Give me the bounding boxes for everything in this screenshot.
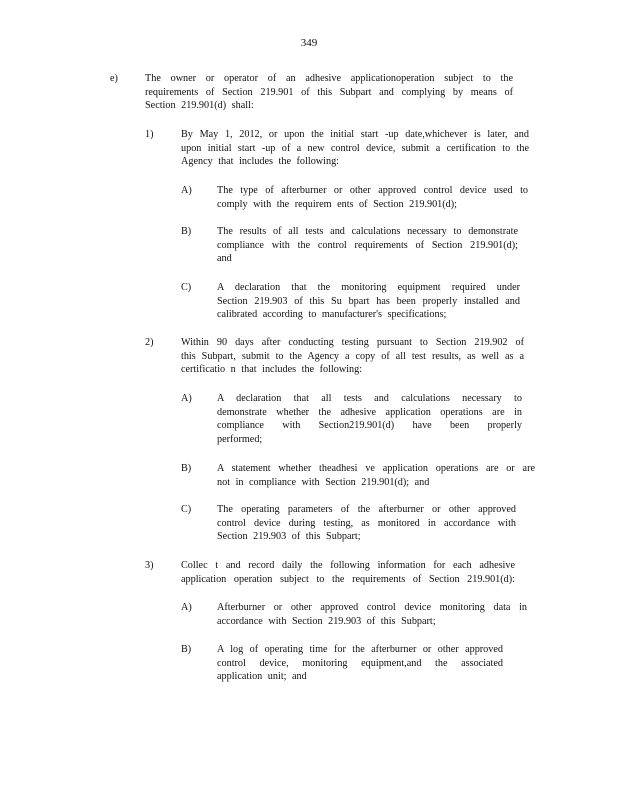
text-line: performed; [217,433,263,445]
text-line: A declaration that the monitoring equipment required under [217,282,520,293]
item-3-a-text [217,601,527,628]
item-2-a-text [217,392,522,446]
text-line: upon initial start -up of a new control device, submit a certification to the [181,142,529,154]
item-3-a-label: A) [181,602,192,613]
text-line: comply with the requirem ents of Section 219.901(d); [217,198,457,210]
text-line: A statement whether theadhesi ve application operations are or are [217,463,535,474]
text-line: The type of afterburner or other approved control device used to [217,185,528,196]
item-3-text [181,559,515,586]
item-1-b-label: B) [181,226,192,237]
text-line: Afterburner or other approved control device monitoring data in [217,602,527,613]
text-line: Section 219.903 of this Su bpart has been properly installed and [217,295,520,307]
item-2-label: 2) [145,337,154,348]
text-line: A declaration that all tests and calculations necessary to [217,393,522,404]
text-line: Within 90 days after conducting testing pursuant to Section 219.902 of [181,337,524,348]
text-line: and [217,253,232,265]
text-line: application operation subject to the requirements of Section 219.901(d): [181,573,515,585]
text-line: The owner or operator of an adhesive applicationoperation subject to the [145,73,513,84]
text-line: certificatio n that includes the following: [181,364,363,376]
text-line: calibrated according to manufacturer's specifications; [217,309,447,321]
item-2-text [181,336,524,377]
item-2-c-label: C) [181,504,192,515]
item-3-b-label: B) [181,644,192,655]
item-2-c-text [217,503,516,544]
item-1-c-text [217,281,520,322]
text-line: requirements of Section 219.901 of this Subpart and complying by means of [145,86,513,98]
item-1-a-text [217,184,528,211]
text-line: Section 219.903 of this Subpart; [217,531,361,543]
item-2-b-text [217,462,535,489]
text-line: Agency that includes the following: [181,156,339,168]
text-line: The operating parameters of the afterburner or other approved [217,504,516,515]
subsection-e-label: e) [110,73,118,84]
text-line: application unit; and [217,671,307,683]
text-line: control device during testing, as monitored in accordance with [217,517,516,529]
text-line: not in compliance with Section 219.901(d); and [217,476,430,488]
text-line: accordance with Section 219.903 of this Subpart; [217,615,436,627]
item-1-a-label: A) [181,185,192,196]
item-2-b-label: B) [181,463,192,474]
item-1-label: 1) [145,129,154,140]
text-line: this Subpart, submit to the Agency a copy of all test results, as well as a [181,350,524,362]
text-line: By May 1, 2012, or upon the initial start -up date,whichever is later, and [181,129,529,140]
text-line: compliance with Section219.901(d) have been properly [217,420,522,432]
item-1-b-text [217,225,518,266]
item-3-label: 3) [145,560,154,571]
text-line: Section 219.901(d) shall: [145,100,254,112]
item-2-a-label: A) [181,393,192,404]
text-line: The results of all tests and calculations necessary to demonstrate [217,226,518,237]
text-line: compliance with the control requirements of Section 219.901(d); [217,239,518,251]
text-line: Collec t and record daily the following information for each adhesive [181,560,515,571]
page-number: 349 [300,37,318,49]
item-1-text [181,128,529,169]
item-3-b-text [217,643,503,684]
subsection-e-text [145,72,513,113]
text-line: demonstrate whether the adhesive application operations are in [217,406,522,418]
item-1-c-label: C) [181,282,192,293]
text-line: control device, monitoring equipment,and the associated [217,657,503,669]
text-line: A log of operating time for the afterburner or other approved [217,644,503,655]
